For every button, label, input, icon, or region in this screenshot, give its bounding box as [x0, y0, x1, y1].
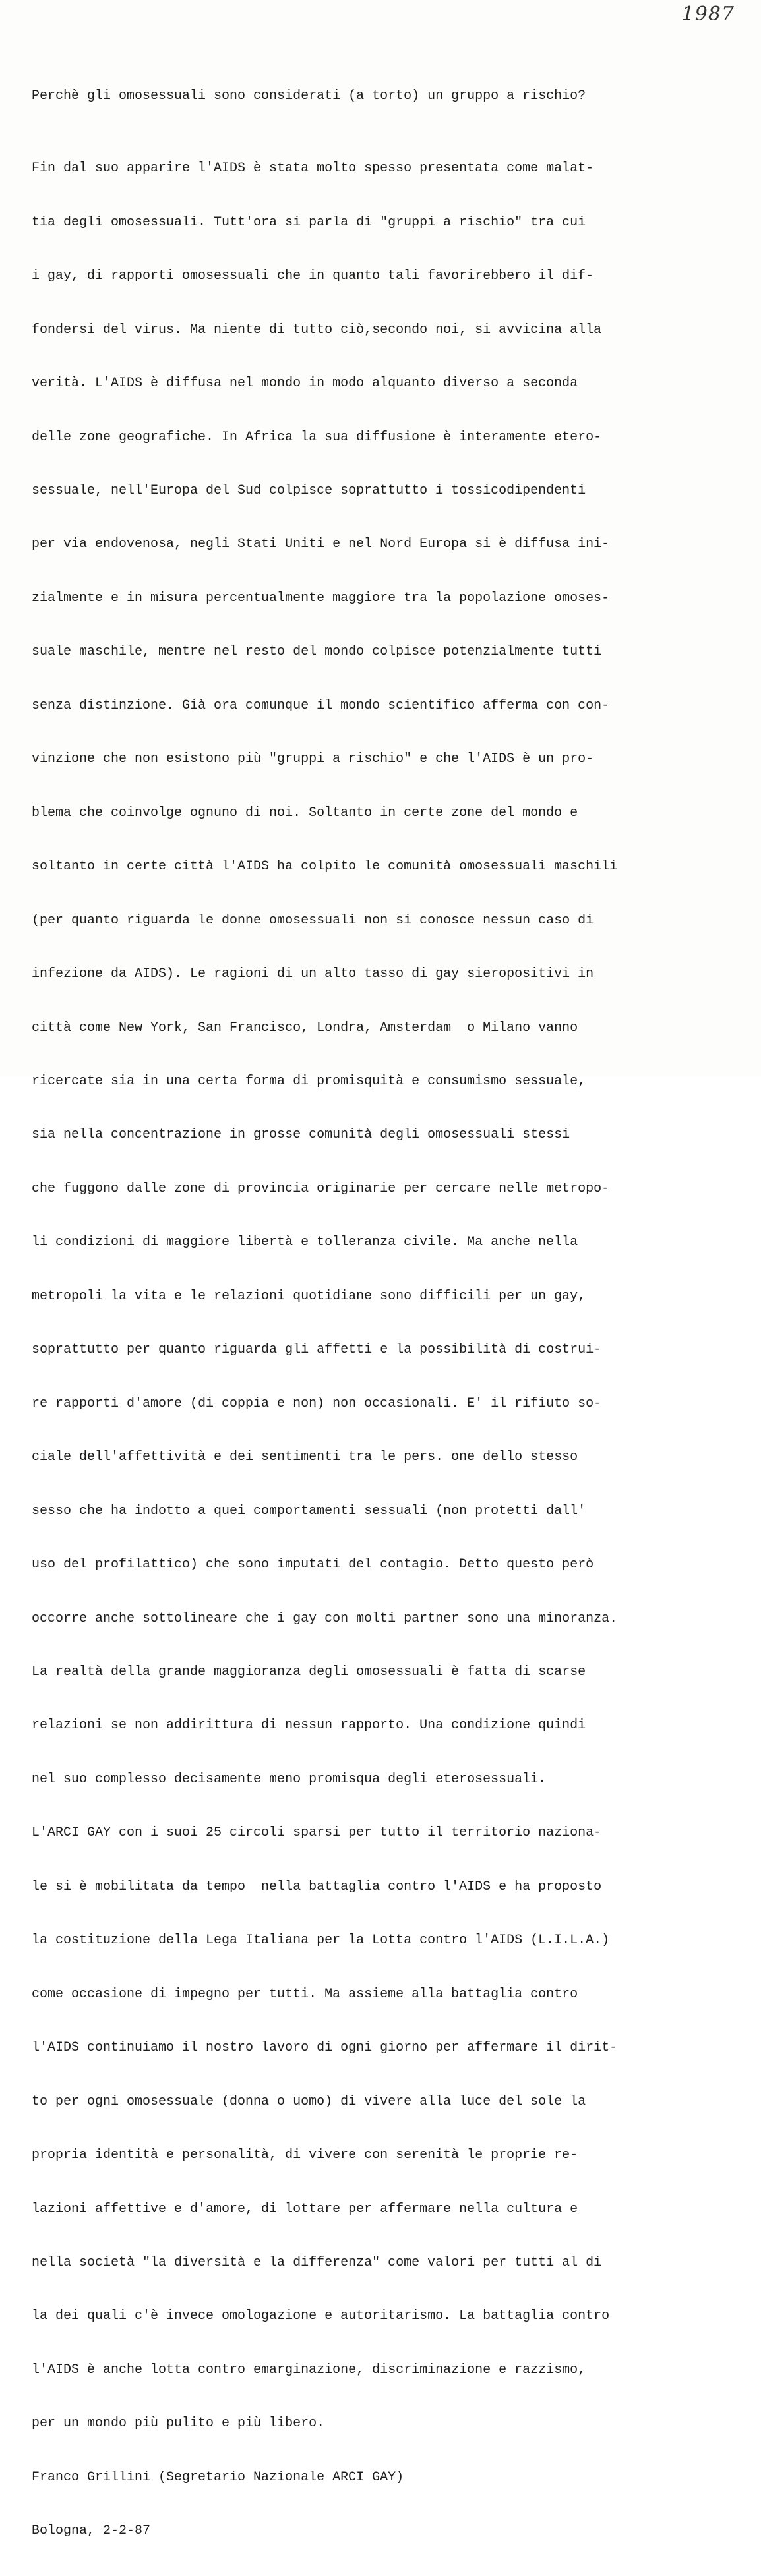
text-line: occorre anche sottolineare che i gay con molti partner sono una minoranza. [32, 1610, 618, 1626]
text-line: l'AIDS continuiamo il nostro lavoro di ogni giorno per affermare il dirit- [32, 2040, 618, 2056]
text-line: re rapporti d'amore (di coppia e non) non occasionali. E' il rifiuto so- [32, 1395, 602, 1411]
place-date-line: Bologna, 2-2-87 [32, 2523, 151, 2539]
text-line: tia degli omosessuali. Tutt'ora si parla di "gruppi a rischio" tra cui [32, 214, 586, 230]
text-line: (per quanto riguarda le donne omosessuali non si conosce nessun caso di [32, 912, 594, 928]
text-line: suale maschile, mentre nel resto del mondo colpisce potenzialmente tutti [32, 644, 602, 660]
text-line: uso del profilattico) che sono imputati del contagio. Detto questo però [32, 1557, 594, 1573]
text-line: nella società "la diversità e la differenza" come valori per tutti al di [32, 2254, 602, 2270]
text-line: soprattutto per quanto riguarda gli affetti e la possibilità di costrui- [32, 1342, 602, 1358]
text-line: lazioni affettive e d'amore, di lottare per affermare nella cultura e [32, 2201, 578, 2217]
text-line: per un mondo più pulito e più libero. [32, 2416, 325, 2432]
text-line: li condizioni di maggiore libertà e tolleranza civile. Ma anche nella [32, 1235, 578, 1250]
text-line: come occasione di impegno per tutti. Ma assieme alla battaglia contro [32, 1986, 578, 2002]
text-line: Fin dal suo apparire l'AIDS è stata molto spesso presentata come malat- [32, 161, 594, 177]
text-line: per via endovenosa, negli Stati Uniti e nel Nord Europa si è diffusa ini- [32, 537, 610, 552]
text-line: la dei quali c'è invece omologazione e autoritarismo. La battaglia contro [32, 2308, 610, 2324]
text-line: città come New York, San Francisco, Londra, Amsterdam o Milano vanno [32, 1020, 578, 1036]
text-line: L'ARCI GAY con i suoi 25 circoli sparsi per tutto il territorio naziona- [32, 1825, 602, 1841]
document-heading: Perchè gli omosessuali sono considerati (a torto) un gruppo a rischio? [32, 88, 586, 103]
text-line: metropoli la vita e le relazioni quotidiane sono difficili per un gay, [32, 1288, 586, 1304]
text-line: propria identità e personalità, di vivere con serenità le proprie re- [32, 2148, 578, 2163]
signature-line: Franco Grillini (Segretario Nazionale ARCI GAY) [32, 2469, 404, 2485]
text-line: blema che coinvolge ognuno di noi. Soltanto in certe zone del mondo e [32, 805, 578, 821]
text-line: sesso che ha indotto a quei comportamenti sessuali (non protetti dall' [32, 1503, 586, 1519]
text-line: la costituzione della Lega Italiana per la Lotta contro l'AIDS (L.I.L.A.) [32, 1933, 610, 1948]
handwritten-year-note: 1987 [681, 3, 735, 26]
text-line: i gay, di rapporti omosessuali che in quanto tali favorirebbero il dif- [32, 268, 594, 284]
text-line: sia nella concentrazione in grosse comunità degli omosessuali stessi [32, 1127, 570, 1143]
text-line: infezione da AIDS). Le ragioni di un alto tasso di gay sieropositivi in [32, 966, 594, 982]
text-line: relazioni se non addirittura di nessun rapporto. Una condizione quindi [32, 1718, 586, 1734]
text-line: verità. L'AIDS è diffusa nel mondo in modo alquanto diverso a seconda [32, 376, 578, 392]
text-line: zialmente e in misura percentualmente maggiore tra la popolazione omoses- [32, 590, 610, 606]
text-line: vinzione che non esistono più "gruppi a rischio" e che l'AIDS è un pro- [32, 751, 594, 767]
text-line: nel suo complesso decisamente meno promisqua degli eterosessuali. [32, 1771, 547, 1787]
text-line: che fuggono dalle zone di provincia originarie per cercare nelle metropo- [32, 1181, 610, 1196]
text-line: ciale dell'affettività e dei sentimenti tra le pers. one dello stesso [32, 1449, 578, 1465]
document-body [32, 124, 617, 2576]
text-line: senza distinzione. Già ora comunque il mondo scientifico afferma con con- [32, 697, 610, 713]
text-line: soltanto in certe città l'AIDS ha colpito le comunità omosessuali maschili [32, 859, 618, 875]
text-line: La realtà della grande maggioranza degli omosessuali è fatta di scarse [32, 1664, 586, 1680]
text-line: le si è mobilitata da tempo nella battaglia contro l'AIDS e ha proposto [32, 1879, 602, 1894]
text-line: sessuale, nell'Europa del Sud colpisce soprattutto i tossicodipendenti [32, 483, 586, 499]
text-line: to per ogni omosessuale (donna o uomo) di vivere alla luce del sole la [32, 2093, 586, 2109]
text-line: l'AIDS è anche lotta contro emarginazione, discriminazione e razzismo, [32, 2362, 586, 2378]
text-line: ricercate sia in una certa forma di promisquità e consumismo sessuale, [32, 1074, 586, 1090]
text-line: delle zone geografiche. In Africa la sua diffusione è interamente etero- [32, 429, 602, 445]
text-line: fondersi del virus. Ma niente di tutto ciò,secondo noi, si avvicina alla [32, 322, 602, 337]
